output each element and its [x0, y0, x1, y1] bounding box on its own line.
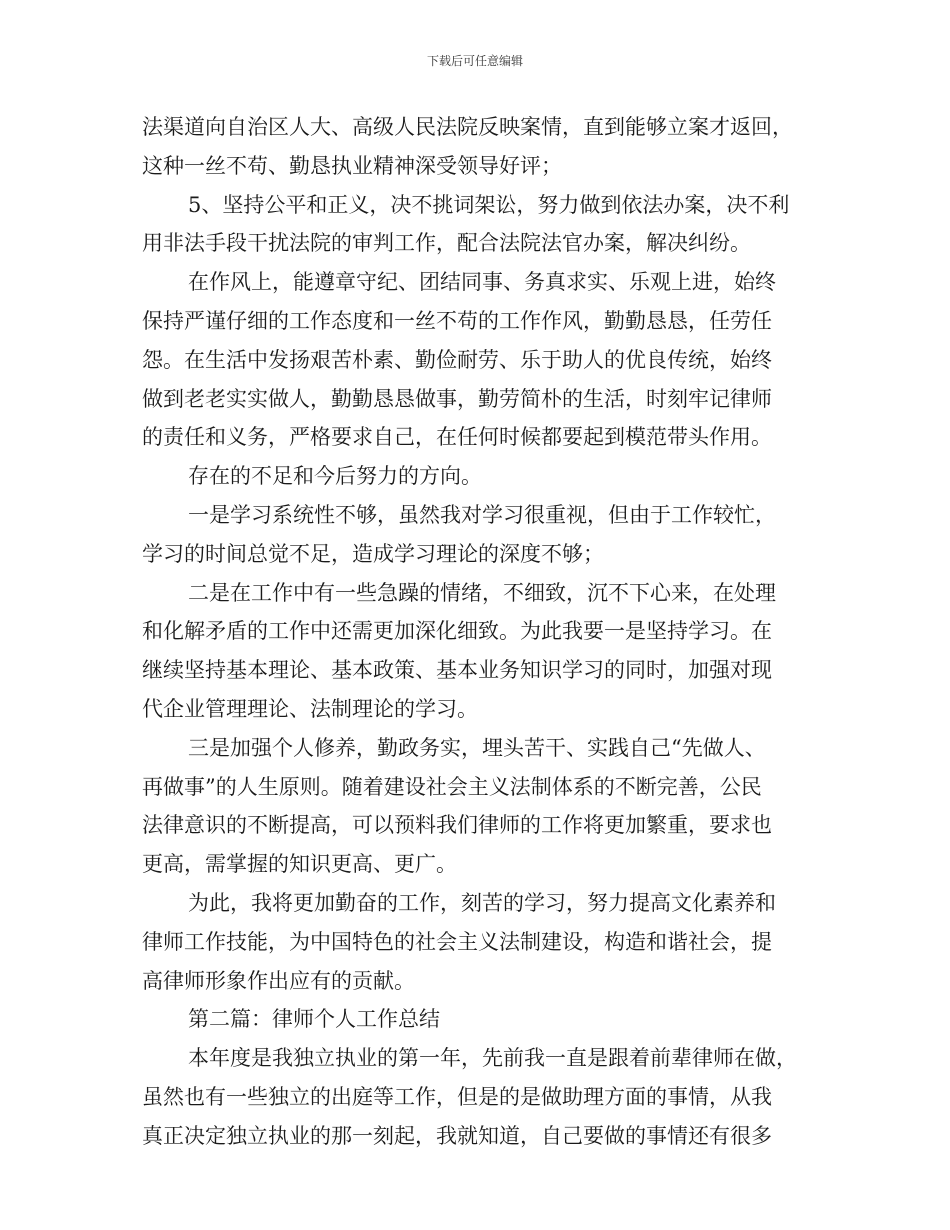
text-line: 做到老老实实做人，勤勤恳恳做事，勤劳简朴的生活，时刻牢记律师	[142, 386, 772, 411]
text-line: 一是学习系统性不够，虽然我对学习很重视，但由于工作较忙，	[188, 502, 776, 527]
text-line: 虽然也有一些独立的出庭等工作，但是的是做助理方面的事情，从我	[142, 1084, 772, 1109]
text-line: 继续坚持基本理论、基本政策、基本业务知识学习的同时，加强对现	[142, 658, 772, 683]
paragraph	[142, 729, 812, 884]
text-line: 存在的不足和今后努力的方向。	[188, 464, 482, 489]
text-line: 第二篇：律师个人工作总结	[188, 1007, 440, 1032]
text-line: 在作风上，能遵章守纪、团结同事、务真求实、乐观上进，始终	[188, 270, 776, 295]
text-line: 律师工作技能，为中国特色的社会主义法制建设，构造和谐社会，提	[142, 929, 772, 954]
text-line: 怨。在生活中发扬艰苦朴素、勤俭耐劳、乐于助人的优良传统，始终	[142, 347, 772, 372]
paragraph	[142, 108, 812, 186]
paragraph	[142, 457, 812, 496]
text-line: 为此，我将更加勤奋的工作，刻苦的学习，努力提高文化素养和	[188, 890, 776, 915]
text-line: 代企业管理理论、法制理论的学习。	[142, 696, 478, 721]
text-line: 法律意识的不断提高，可以预料我们律师的工作将更加繁重，要求也	[142, 813, 772, 838]
text-line: 的责任和义务，严格要求自己，在任何时候都要起到模范带头作用。	[142, 425, 772, 450]
text-line: 学习的时间总觉不足，造成学习理论的深度不够；	[142, 541, 604, 566]
text-line: 高律师形象作出应有的贡献。	[142, 968, 415, 993]
paragraph	[142, 574, 812, 729]
paragraph	[142, 884, 812, 1000]
paragraph	[142, 1000, 812, 1039]
text-line: 三是加强个人修养，勤政务实，埋头苦干、实践自己“先做人、	[188, 735, 766, 760]
text-line: 保持严谨仔细的工作态度和一丝不苟的工作作风，勤勤恳恳，任劳任	[142, 308, 772, 333]
paragraph	[142, 496, 812, 574]
text-line: 更高，需掌握的知识更高、更广。	[142, 852, 457, 877]
text-line: 5、坚持公平和正义，决不挑词架讼，努力做到依法办案，决不利	[188, 192, 790, 217]
text-line: 和化解矛盾的工作中还需更加深化细致。为此我要一是坚持学习。在	[142, 619, 772, 644]
paragraph	[142, 263, 812, 457]
text-line: 用非法手段干扰法院的审判工作，配合法院法官办案，解决纠纷。	[142, 231, 751, 256]
text-line: 法渠道向自治区人大、高级人民法院反映案情，直到能够立案才返回，	[142, 115, 793, 139]
text-line: 本年度是我独立执业的第一年，先前我一直是跟着前辈律师在做，	[188, 1046, 797, 1071]
text-line: 再做事”的人生原则。随着建设社会主义法制体系的不断完善，公民	[142, 774, 762, 799]
paragraph	[142, 1039, 812, 1155]
document-body	[142, 108, 812, 1156]
text-line: 真正决定独立执业的那一刻起，我就知道，自己要做的事情还有很多	[142, 1123, 772, 1148]
paragraph	[142, 186, 812, 264]
text-line: 这种一丝不苟、勤恳执业精神深受领导好评；	[142, 153, 562, 178]
page-header: 下载后可任意编辑	[426, 54, 523, 68]
text-line: 二是在工作中有一些急躁的情绪，不细致，沉不下心来，在处理	[188, 580, 776, 605]
